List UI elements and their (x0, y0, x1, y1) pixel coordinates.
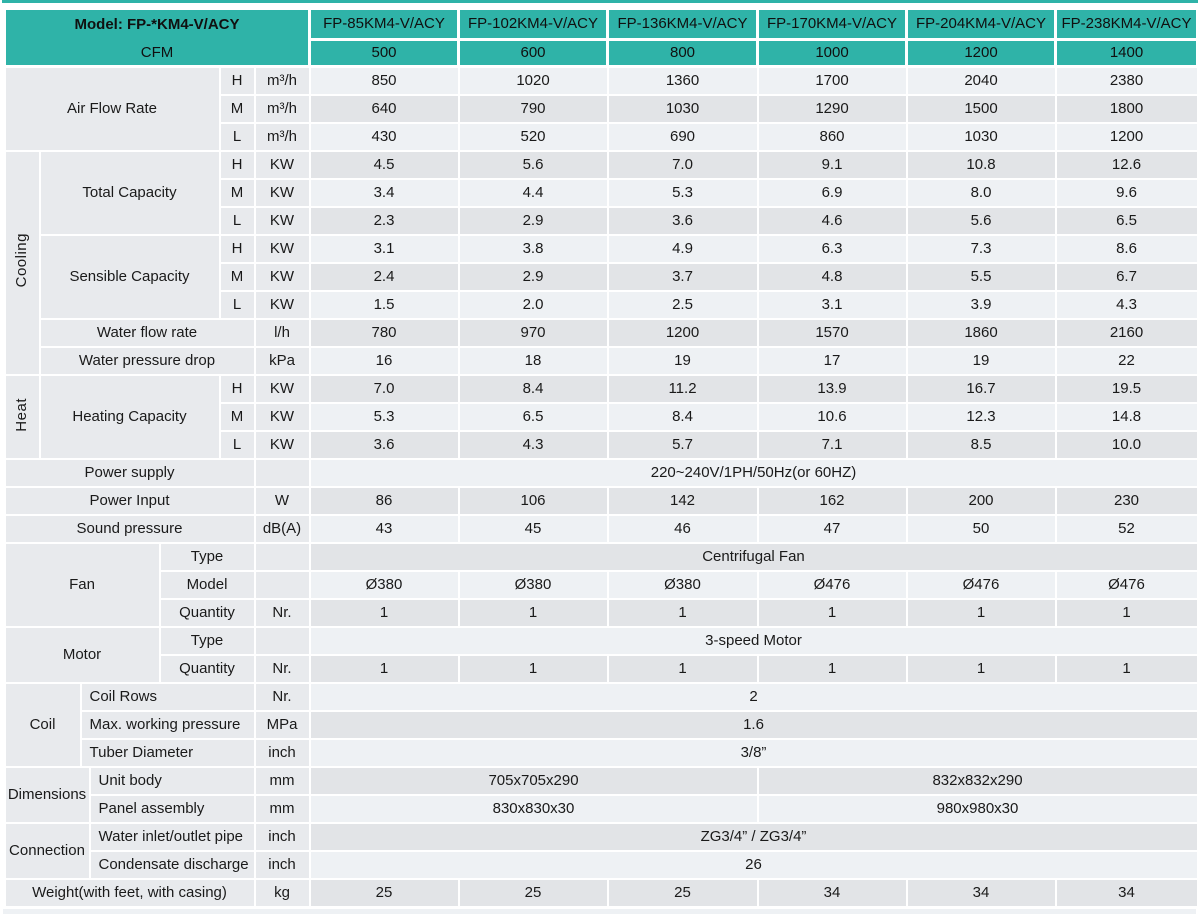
value-cell: 4.9 (608, 235, 758, 263)
value-cell: 10.8 (907, 151, 1056, 179)
value-cell: 3.8 (459, 235, 608, 263)
group-label-cooling: Cooling (5, 151, 40, 375)
group-label-heat: Heat (5, 375, 40, 459)
value-cell: Ø476 (758, 571, 907, 599)
row-coil-rows (5, 683, 1198, 711)
value-cell: 2.9 (459, 263, 608, 291)
value-cell: 8.4 (608, 403, 758, 431)
unit-label: l/h (255, 319, 310, 347)
value-cell: 7.0 (310, 375, 459, 403)
value-cell: 1 (459, 655, 608, 683)
value-cell: 5.6 (459, 151, 608, 179)
speed-label: L (220, 123, 255, 151)
value-cell: 1200 (1056, 123, 1198, 151)
label-sound-pressure: Sound pressure (5, 515, 255, 543)
value-cell: 8.4 (459, 375, 608, 403)
value-cell: 22 (1056, 347, 1198, 375)
value-cell: 3.6 (608, 207, 758, 235)
value-cell: 52 (1056, 515, 1198, 543)
unit-label-empty (255, 543, 310, 571)
row-weight (5, 879, 1198, 907)
value-cell: 1 (907, 599, 1056, 627)
value-cell: 46 (608, 515, 758, 543)
value-cell: 4.5 (310, 151, 459, 179)
value-cell: 3.9 (907, 291, 1056, 319)
cfm-value: 600 (459, 40, 608, 67)
value-cell: 1700 (758, 67, 907, 95)
value-cell: 4.8 (758, 263, 907, 291)
group-label-dimensions: Dimensions (5, 767, 90, 823)
unit-label: KW (255, 207, 310, 235)
cfm-value: 800 (608, 40, 758, 67)
value-cell: 6.5 (459, 403, 608, 431)
bottom-strip (3, 909, 1196, 914)
value-cell: 1 (310, 655, 459, 683)
value-cell: 13.9 (758, 375, 907, 403)
value-cell: Ø380 (310, 571, 459, 599)
value-cell: 2.5 (608, 291, 758, 319)
label-panel-assembly: Panel assembly (90, 795, 255, 823)
value-cell: 6.9 (758, 179, 907, 207)
row-fan-model (5, 571, 1198, 599)
row-heating-h (5, 375, 1198, 403)
value-cell: 10.6 (758, 403, 907, 431)
value-cell: 3.7 (608, 263, 758, 291)
column-header: FP-238KM4-V/ACY (1056, 9, 1198, 40)
value-cell: Ø476 (907, 571, 1056, 599)
value-cell: 1290 (758, 95, 907, 123)
value-cell: 850 (310, 67, 459, 95)
value-cell: 2160 (1056, 319, 1198, 347)
value-cell: 1 (459, 599, 608, 627)
column-header: FP-85KM4-V/ACY (310, 9, 459, 40)
label-sensible-capacity: Sensible Capacity (40, 235, 220, 319)
value-cell-merged: 832x832x290 (758, 767, 1198, 795)
value-cell: 18 (459, 347, 608, 375)
unit-label: kPa (255, 347, 310, 375)
row-fan-quantity (5, 599, 1198, 627)
value-cell: 1570 (758, 319, 907, 347)
value-cell: 8.5 (907, 431, 1056, 459)
label-max-working-pressure: Max. working pressure (81, 711, 255, 739)
label-fan-quantity: Quantity (160, 599, 255, 627)
row-motor-quantity (5, 655, 1198, 683)
value-cell: 9.6 (1056, 179, 1198, 207)
value-cell: 1 (608, 599, 758, 627)
value-cell: 230 (1056, 487, 1198, 515)
value-cell: 12.3 (907, 403, 1056, 431)
label-motor-quantity: Quantity (160, 655, 255, 683)
value-cell: 5.6 (907, 207, 1056, 235)
speed-label: H (220, 235, 255, 263)
row-tuber-diameter (5, 739, 1198, 767)
value-cell: 16 (310, 347, 459, 375)
value-cell: 2.3 (310, 207, 459, 235)
speed-label: L (220, 431, 255, 459)
label-unit-body: Unit body (90, 767, 255, 795)
value-cell: 1030 (608, 95, 758, 123)
value-cell: 5.3 (608, 179, 758, 207)
label-condensate-discharge: Condensate discharge (90, 851, 255, 879)
group-label-connection: Connection (5, 823, 90, 879)
value-cell: 43 (310, 515, 459, 543)
unit-label: MPa (255, 711, 310, 739)
value-cell-merged: 2 (310, 683, 1198, 711)
unit-label-empty (255, 627, 310, 655)
group-label-fan: Fan (5, 543, 160, 627)
row-airflow-h (5, 67, 1198, 95)
value-cell: 7.3 (907, 235, 1056, 263)
unit-label: KW (255, 403, 310, 431)
cfm-value: 500 (310, 40, 459, 67)
row-panel-assembly (5, 795, 1198, 823)
row-fan-type (5, 543, 1198, 571)
value-cell: 3.1 (758, 291, 907, 319)
value-cell: 640 (310, 95, 459, 123)
value-cell: 11.2 (608, 375, 758, 403)
value-cell: 6.5 (1056, 207, 1198, 235)
value-cell: 14.8 (1056, 403, 1198, 431)
unit-label: inch (255, 739, 310, 767)
model-label: Model: FP-*KM4-V/ACY (74, 16, 240, 34)
unit-label-empty (255, 571, 310, 599)
value-cell: 2380 (1056, 67, 1198, 95)
value-cell: 50 (907, 515, 1056, 543)
value-cell: 1 (1056, 655, 1198, 683)
label-motor-type: Type (160, 627, 255, 655)
column-header: FP-136KM4-V/ACY (608, 9, 758, 40)
value-cell: 4.3 (459, 431, 608, 459)
label-water-pressure-drop: Water pressure drop (40, 347, 255, 375)
row-water-inlet-outlet (5, 823, 1198, 851)
column-header: FP-170KM4-V/ACY (758, 9, 907, 40)
unit-label: Nr. (255, 599, 310, 627)
label-power-input: Power Input (5, 487, 255, 515)
value-cell: 34 (907, 879, 1056, 907)
value-cell: 86 (310, 487, 459, 515)
value-cell: Ø380 (459, 571, 608, 599)
value-cell: 106 (459, 487, 608, 515)
label-air-flow-rate: Air Flow Rate (5, 67, 220, 151)
unit-label: KW (255, 151, 310, 179)
value-cell: 1 (310, 599, 459, 627)
value-cell: 430 (310, 123, 459, 151)
unit-label: inch (255, 851, 310, 879)
value-cell: 19 (907, 347, 1056, 375)
value-cell: 200 (907, 487, 1056, 515)
label-coil-rows: Coil Rows (81, 683, 255, 711)
column-header: FP-204KM4-V/ACY (907, 9, 1056, 40)
value-cell: 9.1 (758, 151, 907, 179)
value-cell: 25 (608, 879, 758, 907)
value-cell: 34 (758, 879, 907, 907)
header-row-models (5, 9, 1198, 40)
cfm-value: 1000 (758, 40, 907, 67)
unit-label: KW (255, 263, 310, 291)
value-cell: 7.0 (608, 151, 758, 179)
label-power-supply: Power supply (5, 459, 255, 487)
speed-label: H (220, 67, 255, 95)
value-cell: 5.7 (608, 431, 758, 459)
value-cell: 1 (1056, 599, 1198, 627)
row-sensible-h (5, 235, 1198, 263)
value-cell: 1 (608, 655, 758, 683)
value-cell: Ø476 (1056, 571, 1198, 599)
value-cell: 690 (608, 123, 758, 151)
value-cell-merged: ZG3/4” / ZG3/4” (310, 823, 1198, 851)
value-cell: 6.7 (1056, 263, 1198, 291)
unit-label: W (255, 487, 310, 515)
value-cell: 2.4 (310, 263, 459, 291)
value-cell: 5.3 (310, 403, 459, 431)
unit-label: KW (255, 431, 310, 459)
row-power-supply (5, 459, 1198, 487)
value-cell: 6.3 (758, 235, 907, 263)
label-heating-capacity: Heating Capacity (40, 375, 220, 459)
label-fan-type: Type (160, 543, 255, 571)
value-cell: 1 (907, 655, 1056, 683)
value-cell: 7.1 (758, 431, 907, 459)
value-cell-merged: 26 (310, 851, 1198, 879)
value-cell-merged: 705x705x290 (310, 767, 758, 795)
speed-label: M (220, 95, 255, 123)
value-cell: 162 (758, 487, 907, 515)
label-fan-model: Model (160, 571, 255, 599)
unit-label: inch (255, 823, 310, 851)
unit-label: KW (255, 235, 310, 263)
unit-label: dB(A) (255, 515, 310, 543)
value-cell: 25 (310, 879, 459, 907)
row-water-pressure-drop (5, 347, 1198, 375)
column-header: FP-102KM4-V/ACY (459, 9, 608, 40)
value-cell: 17 (758, 347, 907, 375)
value-cell: 45 (459, 515, 608, 543)
value-cell: 10.0 (1056, 431, 1198, 459)
unit-label: mm (255, 767, 310, 795)
label-water-inlet-outlet: Water inlet/outlet pipe (90, 823, 255, 851)
speed-label: L (220, 207, 255, 235)
speed-label: M (220, 179, 255, 207)
value-cell: 4.4 (459, 179, 608, 207)
value-cell: 3.6 (310, 431, 459, 459)
value-cell-merged: 3/8” (310, 739, 1198, 767)
value-cell: 1500 (907, 95, 1056, 123)
value-cell: 2.9 (459, 207, 608, 235)
cfm-label: CFM (140, 43, 174, 61)
value-cell: 2040 (907, 67, 1056, 95)
row-power-input (5, 487, 1198, 515)
unit-label: m³/h (255, 67, 310, 95)
label-water-flow-rate: Water flow rate (40, 319, 255, 347)
cfm-value: 1200 (907, 40, 1056, 67)
group-label-coil: Coil (5, 683, 81, 767)
unit-label: KW (255, 375, 310, 403)
value-cell: 1 (758, 655, 907, 683)
value-cell-merged: 1.6 (310, 711, 1198, 739)
value-cell-merged: 980x980x30 (758, 795, 1198, 823)
model-header-cell (5, 9, 310, 67)
value-cell: 16.7 (907, 375, 1056, 403)
value-cell: 1020 (459, 67, 608, 95)
value-cell: 4.6 (758, 207, 907, 235)
value-cell: 1860 (907, 319, 1056, 347)
speed-label: L (220, 291, 255, 319)
cfm-value: 1400 (1056, 40, 1198, 67)
speed-label: H (220, 375, 255, 403)
value-cell: 142 (608, 487, 758, 515)
unit-label: Nr. (255, 683, 310, 711)
value-cell-merged: 3-speed Motor (310, 627, 1198, 655)
unit-label-empty (255, 459, 310, 487)
row-sound-pressure (5, 515, 1198, 543)
label-weight: Weight(with feet, with casing) (5, 879, 255, 907)
value-cell: 3.1 (310, 235, 459, 263)
value-cell: 1030 (907, 123, 1056, 151)
value-cell: 1200 (608, 319, 758, 347)
value-cell-merged: 830x830x30 (310, 795, 758, 823)
row-max-working-pressure (5, 711, 1198, 739)
row-motor-type (5, 627, 1198, 655)
value-cell: 780 (310, 319, 459, 347)
value-cell: 47 (758, 515, 907, 543)
value-cell: 790 (459, 95, 608, 123)
unit-label: KW (255, 291, 310, 319)
label-tuber-diameter: Tuber Diameter (81, 739, 255, 767)
value-cell: Ø380 (608, 571, 758, 599)
unit-label: Nr. (255, 655, 310, 683)
row-unit-body (5, 767, 1198, 795)
value-cell: 25 (459, 879, 608, 907)
value-cell: 19.5 (1056, 375, 1198, 403)
top-accent-strip (2, 0, 1198, 3)
unit-label: KW (255, 179, 310, 207)
value-cell-merged: 220~240V/1PH/50Hz(or 60HZ) (310, 459, 1198, 487)
speed-label: M (220, 403, 255, 431)
row-total-h (5, 151, 1198, 179)
unit-label: m³/h (255, 123, 310, 151)
value-cell: 8.0 (907, 179, 1056, 207)
speed-label: H (220, 151, 255, 179)
value-cell: 2.0 (459, 291, 608, 319)
value-cell: 1.5 (310, 291, 459, 319)
row-water-flow-rate (5, 319, 1198, 347)
value-cell: 3.4 (310, 179, 459, 207)
value-cell: 520 (459, 123, 608, 151)
row-condensate-discharge (5, 851, 1198, 879)
value-cell: 970 (459, 319, 608, 347)
unit-label: mm (255, 795, 310, 823)
group-label-motor: Motor (5, 627, 160, 683)
value-cell: 8.6 (1056, 235, 1198, 263)
value-cell: 34 (1056, 879, 1198, 907)
value-cell: 1 (758, 599, 907, 627)
label-total-capacity: Total Capacity (40, 151, 220, 235)
value-cell: 5.5 (907, 263, 1056, 291)
value-cell: 4.3 (1056, 291, 1198, 319)
unit-label: kg (255, 879, 310, 907)
value-cell-merged: Centrifugal Fan (310, 543, 1198, 571)
value-cell: 19 (608, 347, 758, 375)
spec-table (3, 7, 1199, 908)
unit-label: m³/h (255, 95, 310, 123)
speed-label: M (220, 263, 255, 291)
value-cell: 860 (758, 123, 907, 151)
value-cell: 1800 (1056, 95, 1198, 123)
value-cell: 12.6 (1056, 151, 1198, 179)
value-cell: 1360 (608, 67, 758, 95)
